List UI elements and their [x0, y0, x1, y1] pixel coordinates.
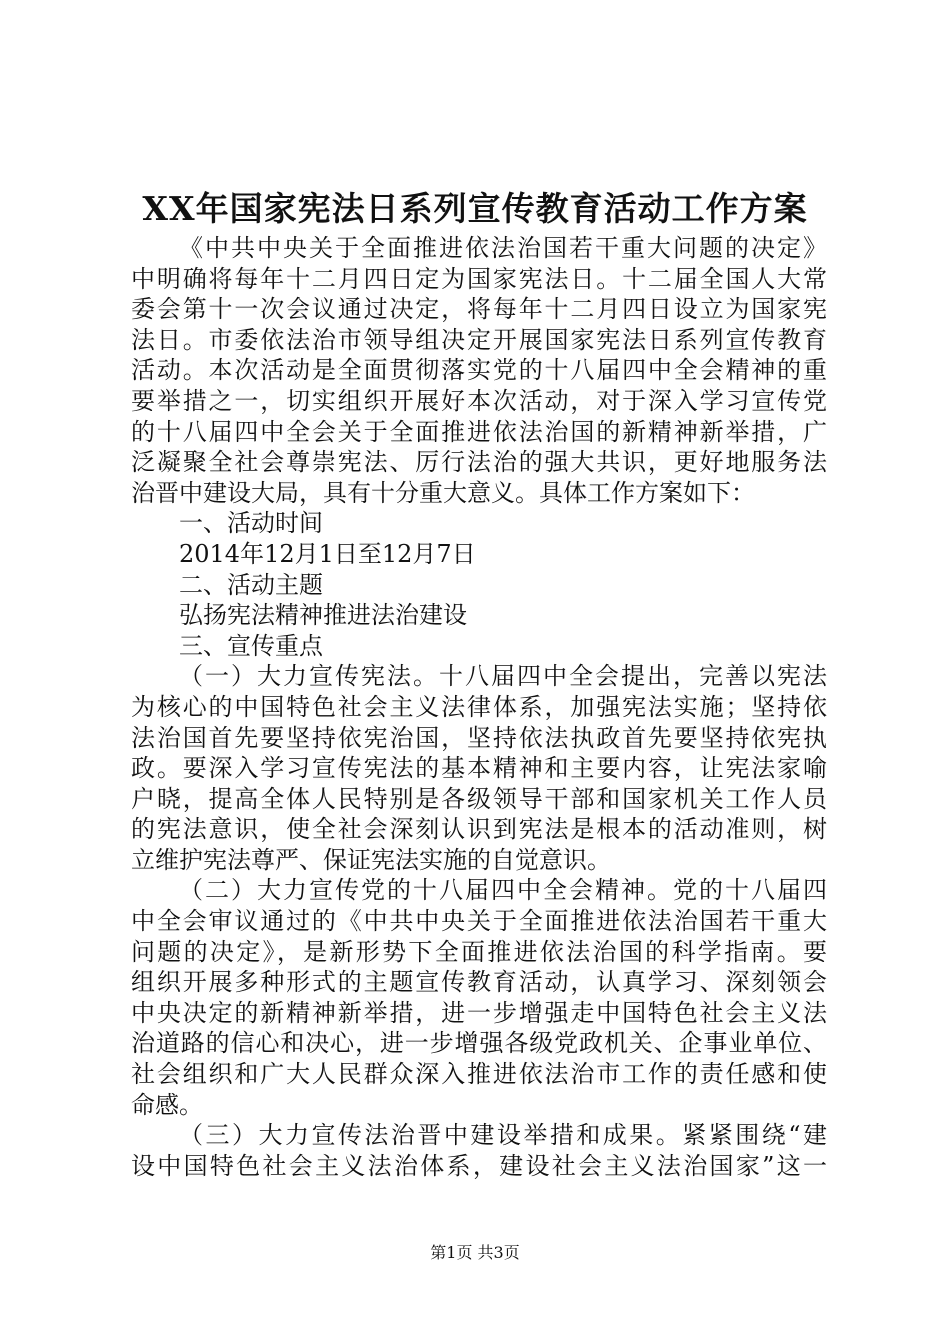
text-line: 委会第十一次会议通过决定，将每年十二月四日设立为国家宪	[131, 295, 827, 324]
text-line: 中明确将每年十二月四日定为国家宪法日。十二届全国人大常	[131, 264, 827, 293]
text-line: （三）大力宣传法治晋中建设举措和成果。紧紧围绕“建	[179, 1121, 827, 1150]
section-heading: 一、活动时间	[179, 509, 323, 538]
text-line: 的宪法意识，使全社会深刻认识到宪法是根本的活动准则，树	[131, 815, 827, 844]
text-line: 组织开展多种形式的主题宣传教育活动，认真学习、深刻领会	[131, 968, 827, 997]
text-line: 中全会审议通过的《中共中央关于全面推进依法治国若干重大	[131, 907, 827, 936]
text-line: 治晋中建设大局，具有十分重大意义。具体工作方案如下：	[131, 478, 755, 507]
text-line: 2014年12月1日至12月7日	[179, 539, 476, 568]
text-line: 弘扬宪法精神推进法治建设	[179, 601, 467, 630]
text-line: （二）大力宣传党的十八届四中全会精神。党的十八届四	[179, 876, 827, 905]
text-line: 立维护宪法尊严、保证宪法实施的自觉意识。	[131, 845, 611, 874]
text-line: 政。要深入学习宣传宪法的基本精神和主要内容，让宪法家喻	[131, 754, 827, 783]
text-line: 要举措之一，切实组织开展好本次活动，对于深入学习宣传党	[131, 386, 827, 415]
text-line: 法日。市委依法治市领导组决定开展国家宪法日系列宣传教育	[131, 325, 827, 354]
document-body	[131, 233, 827, 1181]
text-line: 中央决定的新精神新举措，进一步增强走中国特色社会主义法	[131, 998, 827, 1027]
text-line: （一）大力宣传宪法。十八届四中全会提出，完善以宪法	[179, 662, 827, 691]
page-footer: 第1页 共3页	[430, 1243, 520, 1262]
text-line: 的十八届四中全会关于全面推进依法治国的新精神新举措，广	[131, 417, 827, 446]
text-line: 治道路的信心和决心，进一步增强各级党政机关、企事业单位、	[131, 1029, 827, 1058]
text-line: 为核心的中国特色社会主义法律体系，加强宪法实施；坚持依	[131, 692, 827, 721]
text-line: 泛凝聚全社会尊崇宪法、厉行法治的强大共识，更好地服务法	[131, 448, 827, 477]
text-line: 问题的决定》，是新形势下全面推进依法治国的科学指南。要	[131, 937, 827, 966]
text-line: 社会组织和广大人民群众深入推进依法治市工作的责任感和使	[131, 1060, 827, 1089]
text-line: 《中共中央关于全面推进依法治国若干重大问题的决定》	[179, 234, 827, 262]
document-title: XX年国家宪法日系列宣传教育活动工作方案	[142, 189, 808, 228]
text-line: 设中国特色社会主义法治体系，建设社会主义法治国家”这一	[131, 1151, 827, 1180]
text-line: 法治国首先要坚持依宪治国，坚持依法执政首先要坚持依宪执	[131, 723, 827, 752]
section-heading: 三、宣传重点	[179, 631, 323, 660]
text-line: 命感。	[131, 1090, 203, 1119]
text-line: 户晓，提高全体人民特别是各级领导干部和国家机关工作人员	[131, 784, 827, 813]
section-heading: 二、活动主题	[179, 570, 323, 599]
text-line: 活动。本次活动是全面贯彻落实党的十八届四中全会精神的重	[131, 356, 827, 385]
